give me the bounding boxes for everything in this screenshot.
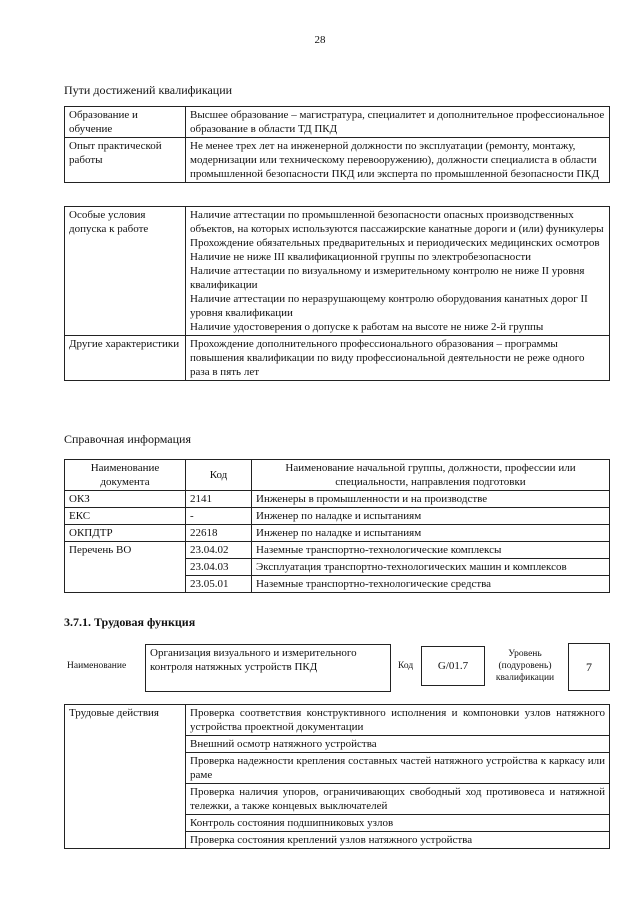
list-item: Наличие аттестации по визуальному и измерительному контролю не ниже II уровня квалификации (190, 265, 585, 291)
cell-name: Инженеры в промышленности и на производстве (252, 491, 610, 508)
cell-name: Наземные транспортно-технологические средства (252, 576, 610, 593)
list-item: Прохождение обязательных предварительных и периодических медицинских осмотров (190, 237, 600, 249)
cell-name: Инженер по наладке и испытаниям (252, 508, 610, 525)
cell-doc: Перечень ВО (65, 542, 186, 593)
list-item: Наличие аттестации по промышленной безопасности опасных производственных объектов, на которых используются пассажирские канатные дороги и (или) фуникулеры (190, 209, 604, 235)
table-row (65, 138, 610, 183)
function-code-label: Код (398, 661, 414, 671)
row-label: Опыт практической работы (65, 138, 186, 183)
list-item: Проверка наличия упоров, ограничивающих свободный ход противовеса и натяжной тележки, а также концевых выключателей (186, 784, 610, 815)
level-label: Уровень (подуровень) квалификации (495, 649, 555, 683)
reference-table (64, 459, 610, 593)
table-row (65, 508, 610, 525)
cell-doc: ОКПДТР (65, 525, 186, 542)
cell-code: 23.04.03 (186, 559, 252, 576)
table-row (65, 207, 610, 336)
row-items (186, 207, 610, 336)
row-label: Трудовые действия (65, 705, 186, 849)
list-item: Контроль состояния подшипниковых узлов (186, 815, 610, 832)
cell-doc: ОКЗ (65, 491, 186, 508)
cell-code: 22618 (186, 525, 252, 542)
qualification-paths-heading: Пути достижений квалификации (64, 83, 233, 97)
labor-actions-table (64, 704, 610, 849)
list-item: Проверка соответствия конструктивного исполнения и компоновки узлов натяжного устройства проектной документации (186, 705, 610, 736)
list-item: Прохождение дополнительного профессионального образования – программы повышения квалификации по виду профессиональной деятельности не реже одного раза в пять лет (190, 338, 585, 378)
cell-code: 23.05.01 (186, 576, 252, 593)
function-name-box: Организация визуального и измерительного контроля натяжных устройств ПКД (145, 644, 391, 692)
list-item: Внешний осмотр натяжного устройства (186, 736, 610, 753)
row-label: Другие характеристики (65, 336, 186, 381)
list-item: Проверка надежности крепления составных частей натяжного устройства к каркасу или раме (186, 753, 610, 784)
cell-name: Наземные транспортно-технологические комплексы (252, 542, 610, 559)
cell-name: Инженер по наладке и испытаниям (252, 525, 610, 542)
qualification-paths-table (64, 106, 610, 183)
reference-heading: Справочная информация (64, 432, 191, 446)
page-number: 28 (314, 34, 326, 46)
list-item: Наличие не ниже III квалификационной группы по электробезопасности (190, 251, 532, 263)
function-heading: 3.7.1. Трудовая функция (64, 615, 196, 629)
column-header: Наименование документа (65, 460, 186, 491)
column-header: Наименование начальной группы, должности, профессии или специальности, направления подготовки (252, 460, 610, 491)
row-label: Особые условия допуска к работе (65, 207, 186, 336)
table-row (65, 336, 610, 381)
table-row (65, 107, 610, 138)
list-item: Наличие удостоверения о допуске к работам на высоте не ниже 2-й группы (190, 321, 544, 333)
function-name-label: Наименование (67, 661, 127, 671)
list-item: Проверка состояния креплений узлов натяжного устройства (186, 832, 610, 849)
row-items (186, 336, 610, 381)
table-row (65, 491, 610, 508)
list-item: Наличие аттестации по неразрушающему контролю оборудования канатных дорог II уровня квалификации (190, 293, 588, 319)
admission-conditions-table (64, 206, 610, 381)
table-row (65, 525, 610, 542)
table-row (65, 705, 610, 736)
cell-code: 23.04.02 (186, 542, 252, 559)
cell-doc: ЕКС (65, 508, 186, 525)
row-value: Не менее трех лет на инженерной должности по эксплуатации (ремонту, монтажу, модернизации или техническому перевооружению), должности специалиста в области промышленной безопасности ПКД или эксперта по промышленной безопасности ПКД (186, 138, 610, 183)
column-header: Код (186, 460, 252, 491)
table-header-row (65, 460, 610, 491)
row-label: Образование и обучение (65, 107, 186, 138)
function-code-box: G/01.7 (421, 646, 485, 686)
cell-code: 2141 (186, 491, 252, 508)
level-box: 7 (568, 643, 610, 691)
table-row (65, 542, 610, 559)
cell-name: Эксплуатация транспортно-технологических машин и комплексов (252, 559, 610, 576)
cell-code: - (186, 508, 252, 525)
row-value: Высшее образование – магистратура, специалитет и дополнительное профессиональное образование в области ТД ПКД (186, 107, 610, 138)
